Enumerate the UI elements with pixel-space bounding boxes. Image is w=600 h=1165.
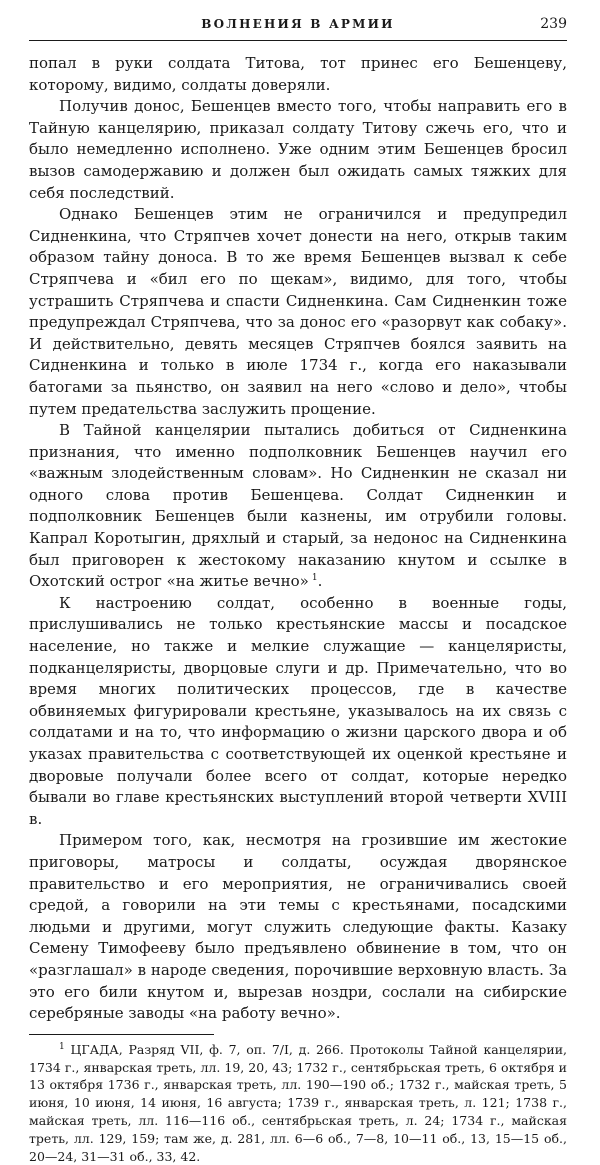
footnote	[29, 1041, 567, 1165]
body-text	[29, 53, 567, 1025]
paragraph-6: Примером того, как, несмотря на грозившие им жестокие приговоры, матросы и солдаты, осуждая дворянское правительство и его мероприятия, не ограничивались своей средой, а говорили на эти темы с крестьянами, посадскими людьми и другими, могут служить следующие факты. Казаку Семену Тимофееву было предъявлено обвинение в том, что он «разглашал» в народе сведения, порочившие верховную власть. За это его били кнутом и, вырезав ноздри, сослали на сибирские серебряные заводы «на работу вечно».	[29, 831, 567, 1023]
footnote-marker: 1	[59, 1041, 65, 1052]
paragraph-3: Однако Бешенцев этим не ограничился и предупредил Сидненкина, что Стряпчев хочет донести на него, открыв таким образом тайну доноса. В то же время Бешенцев вызвал к себе Стряпчева и «бил его по щекам», видимо, для того, чтобы устрашить Стряпчева и спасти Сидненкина. Сам Сидненкин тоже предупреждал Стряпчева, что за донос его «разорвут как собаку». И действительно, девять месяцев Стряпчев боялся заявить на Сидненкина и только в июле 1734 г., когда его наказывали батогами за пьянство, он заявил на него «слово и дело», чтобы путем предательства заслужить прощение.	[29, 205, 567, 418]
footnote-reference[interactable]: 1	[311, 573, 318, 584]
running-head	[29, 14, 567, 38]
chapter-title: ВОЛНЕНИЯ В АРМИИ	[201, 17, 395, 31]
footnote-rule	[29, 1034, 214, 1035]
paragraph-1: попал в руки солдата Титова, тот принес его Бешенцеву, которому, видимо, солдаты доверяли.	[29, 54, 567, 94]
paragraph-4-tail: .	[317, 572, 323, 591]
page-number: 239	[540, 16, 567, 32]
paragraph-2: Получив донос, Бешенцев вместо того, чтобы направить его в Тайную канцелярию, приказал солдату Титову сжечь его, что и было немедленно исполнено. Уже одним этим Бешенцев бросил вызов самодержавию и должен был ожидать самых тяжких для себя последствий.	[29, 97, 567, 202]
paragraph-4	[29, 420, 567, 593]
paragraph-4-text: В Тайной канцелярии пытались добиться от Сидненкина признания, что именно подполковник Бешенцев научил его «важным злодейственным словам». Но Сидненкин не сказал ни одного слова против Бешенцева. Солдат Сидненкин и подполковник Бешенцев были казнены, им отрубили головы. Капрал Коротыгин, дряхлый и старый, за недонос на Сидненкина был приговорен к жестокому наказанию кнутом и ссылке в Охотский острог «на житье вечно»	[29, 421, 567, 591]
footnote-text: ЦГАДА, Разряд VII, ф. 7, оп. 7/I, д. 266. Протоколы Тайной канцелярии, 1734 г., январская треть, лл. 19, 20, 43; 1732 г., сентябрьская треть, 6 октября и 13 октября 1736 г., январская треть, лл. 190—190 об.; 1732 г., майская треть, 5 июня, 10 июня, 14 июня, 16 августа; 1739 г., январская треть, л. 121; 1738 г., майская треть, лл. 116—116 об., сентябрьская треть, л. 24; 1734 г., майская треть, лл. 129, 159; там же, д. 281, лл. 6—6 об., 7—8, 10—11 об., 13, 15—15 об., 20—24, 31—31 об., 33, 42.	[29, 1041, 567, 1164]
paragraph-5: К настроению солдат, особенно в военные годы, прислушивались не только крестьянские массы и посадское население, но также и мелкие служащие — канцеляристы, подканцеляристы, дворцовые слуги и др. Примечательно, что во время многих политических процессов, где в качестве обвиняемых фигурировали крестьяне, указывалось на их связь с солдатами и на то, что информацию о жизни царского двора и об указах правительства с соответствующей их оценкой крестьяне и дворовые получали более всего от солдат, которые нередко бывали во главе крестьянских выступлений второй четверти XVIII в.	[29, 593, 567, 828]
header-rule	[29, 40, 567, 41]
